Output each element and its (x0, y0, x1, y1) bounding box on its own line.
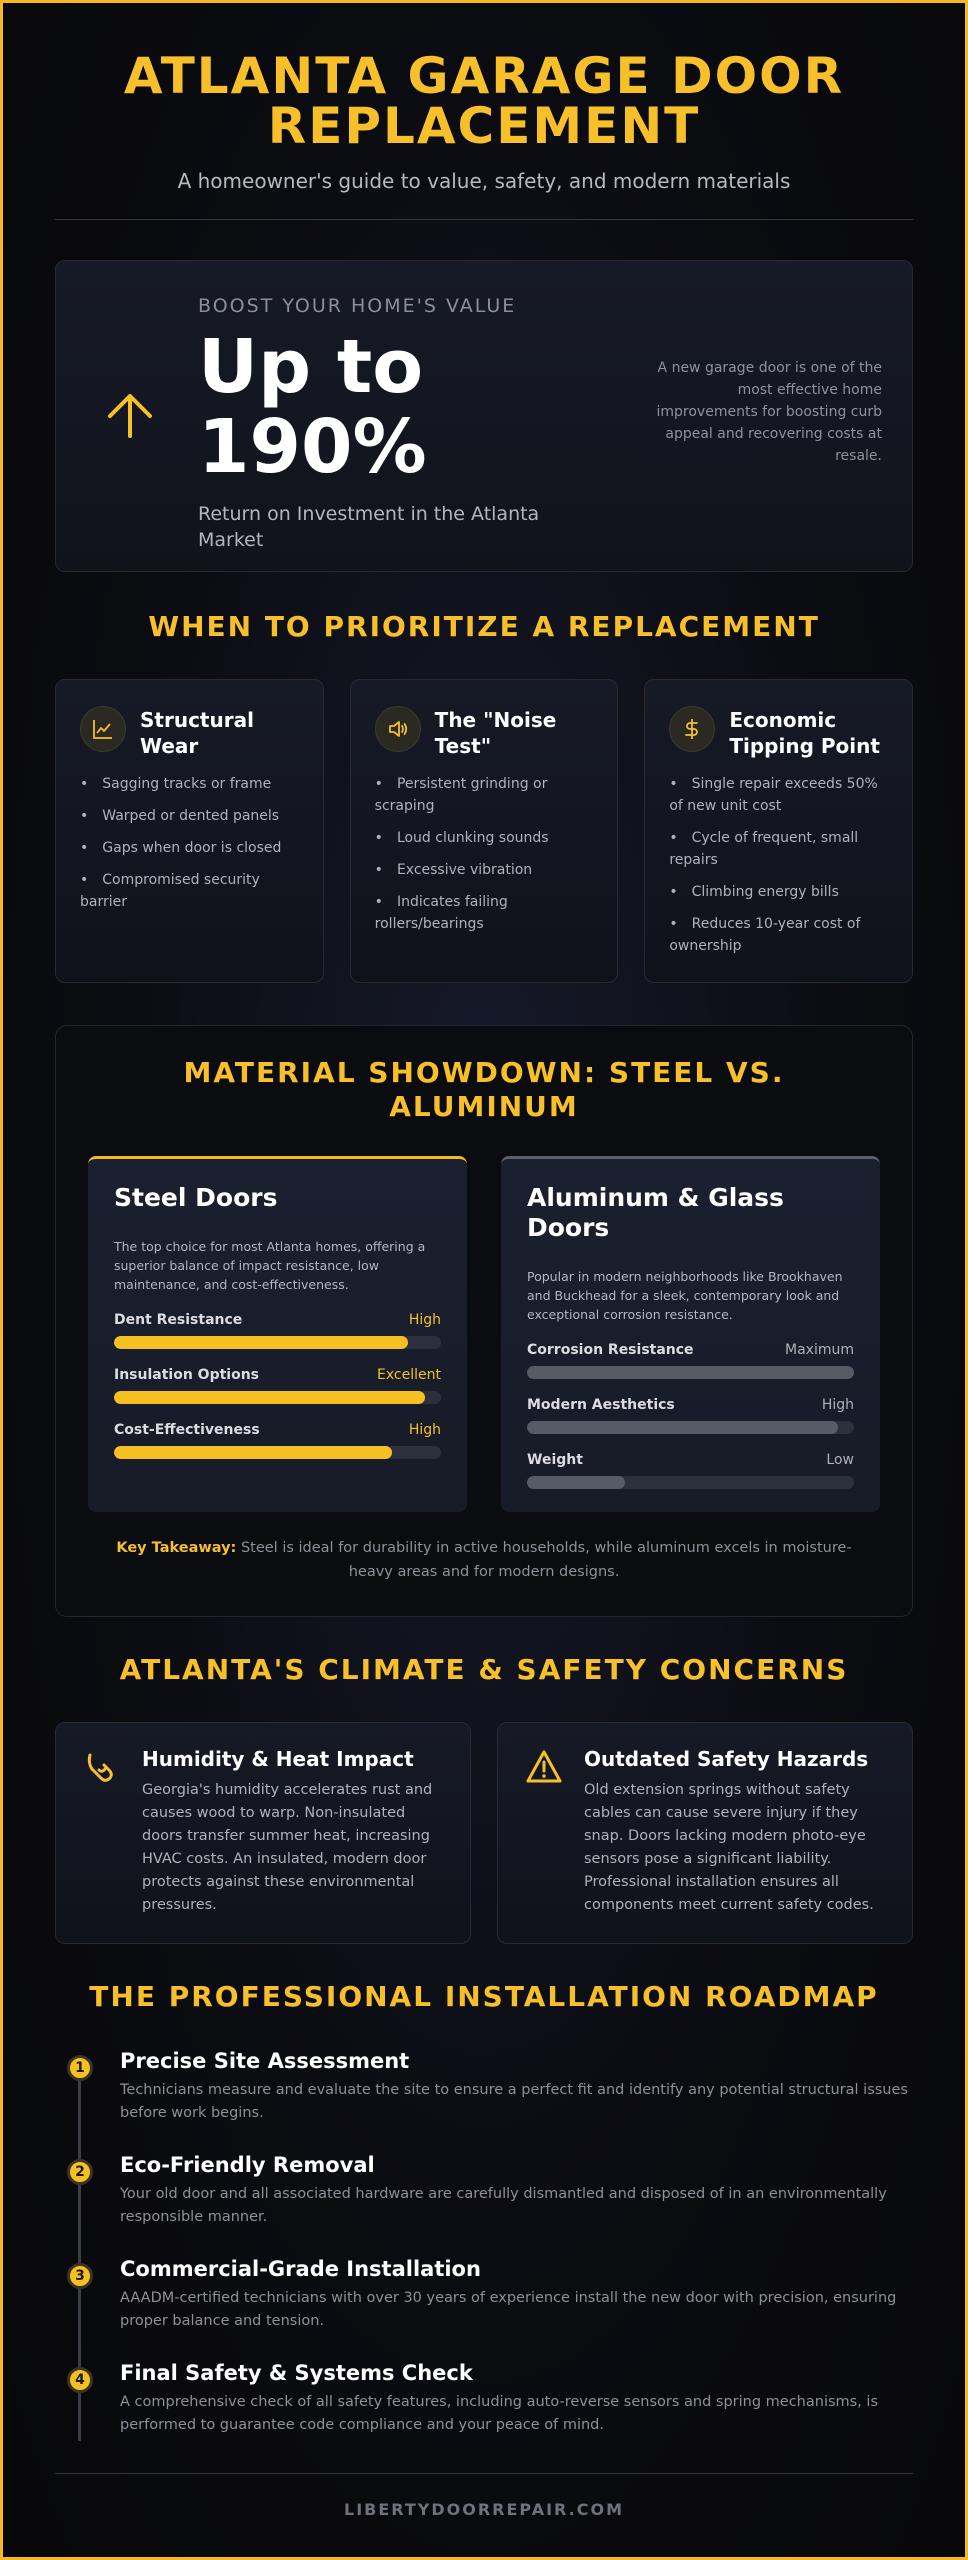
climate-card-safety (497, 1722, 913, 1944)
material-description: Popular in modern neighborhoods like Brookhaven and Buckhead for a sleek, contemporary look and exceptional corrosion resistance. (527, 1269, 843, 1322)
page-subtitle: A homeowner's guide to value, safety, and modern materials (177, 169, 791, 193)
list-item: • Warped or dented panels (80, 805, 299, 827)
step-title: Eco-Friendly Removal (120, 2153, 375, 2177)
metric-bar (527, 1366, 854, 1379)
key-takeaway (88, 1536, 880, 1584)
metric-value: Excellent (377, 1367, 441, 1383)
list-item: • Sagging tracks or frame (80, 773, 299, 795)
metric-row (114, 1367, 441, 1404)
list-item: • Loud clunking sounds (375, 827, 594, 849)
metric-value: High (408, 1422, 441, 1438)
step-title: Commercial-Grade Installation (120, 2257, 481, 2281)
step-text: Your old door and all associated hardware are carefully dismantled and disposed of in an environmentally responsible manner. (120, 2186, 887, 2225)
list-item: • Persistent grinding or scraping (375, 773, 594, 817)
metric-bar-fill (527, 1476, 625, 1489)
list-item: • Indicates failing rollers/bearings (375, 891, 594, 935)
priority-card-noise (350, 679, 619, 983)
priority-cards (55, 679, 913, 983)
climate-card-text: Old extension springs without safety cables can cause severe injury if they snap. Doors lacking modern photo-eye sensors pose a significant liability. Professional installation ensures all components meet current safety codes. (584, 1782, 874, 1913)
steel-doors-card (88, 1156, 467, 1512)
roadmap-section-title: THE PROFESSIONAL INSTALLATION ROADMAP (89, 1980, 879, 2013)
chart-line-icon (80, 706, 126, 752)
roadmap-step (75, 2049, 913, 2153)
footer-site-link[interactable]: LIBERTYDOORREPAIR.COM (344, 2500, 624, 2519)
step-text: A comprehensive check of all safety features, including auto-reverse sensors and spring mechanisms, is performed to guarantee code compliance and your peace of mind. (120, 2394, 879, 2433)
roi-hero-main (198, 295, 598, 553)
step-text: Technicians measure and evaluate the site to ensure a perfect fit and identify any potential structural issues before work begins. (120, 2082, 908, 2121)
list-item: • Cycle of frequent, small repairs (669, 827, 888, 871)
metric-row (114, 1312, 441, 1349)
roi-caption: Return on Investment in the Atlanta Market (198, 503, 540, 551)
humidity-icon (82, 1747, 122, 1787)
list-item: • Gaps when door is closed (80, 837, 299, 859)
header-divider (55, 219, 913, 220)
priority-card-structural (55, 679, 324, 983)
metric-bar-fill (527, 1366, 854, 1379)
metric-row (527, 1342, 854, 1379)
roi-figure-line1: Up to (198, 324, 424, 410)
metric-value: Low (826, 1452, 854, 1468)
roi-figure (198, 324, 598, 490)
takeaway-label: Key Takeaway: (116, 1540, 237, 1556)
step-number-badge: 2 (67, 2159, 93, 2185)
speaker-icon (375, 706, 421, 752)
list-item: • Reduces 10-year cost of ownership (669, 913, 888, 957)
metric-label: Weight (527, 1452, 583, 1468)
metric-value: High (821, 1397, 854, 1413)
metric-value: High (408, 1312, 441, 1328)
step-number-badge: 3 (67, 2263, 93, 2289)
metric-bar (114, 1391, 441, 1404)
step-number-badge: 4 (67, 2367, 93, 2393)
roi-hero-card (55, 260, 913, 572)
roadmap-step (75, 2361, 913, 2441)
aluminum-doors-card (501, 1156, 880, 1512)
metric-row (114, 1422, 441, 1459)
roi-note: A new garage door is one of the most effective home improvements for boosting curb appeal and recovering costs at resale. (656, 360, 882, 464)
priority-card-economic (644, 679, 913, 983)
metric-bar (527, 1421, 854, 1434)
arrow-up-icon (100, 386, 160, 446)
metric-label: Cost-Effectiveness (114, 1422, 260, 1438)
metric-label: Modern Aesthetics (527, 1397, 675, 1413)
page-title: ATLANTA GARAGE DOOR REPLACEMENT (123, 47, 845, 155)
list-item: • Single repair exceeds 50% of new unit cost (669, 773, 888, 817)
metric-bar (527, 1476, 854, 1489)
metric-bar-fill (114, 1391, 425, 1404)
climate-card-text: Georgia's humidity accelerates rust and causes wood to warp. Non-insulated doors transfer summer heat, increasing HVAC costs. An insulated, modern door protects against these environmental pressures. (142, 1782, 433, 1913)
metric-bar-fill (114, 1446, 392, 1459)
metric-bar (114, 1336, 441, 1349)
footer-divider (55, 2473, 913, 2474)
priority-section-title: WHEN TO PRIORITIZE A REPLACEMENT (148, 610, 820, 643)
priority-card-list (669, 773, 888, 957)
roadmap-timeline (55, 2049, 913, 2441)
priority-card-title: Structural Wear (140, 708, 254, 758)
step-title: Final Safety & Systems Check (120, 2361, 473, 2385)
priority-card-list (375, 773, 594, 935)
priority-card-title: The "Noise Test" (434, 708, 557, 758)
step-number-badge: 1 (67, 2055, 93, 2081)
metric-bar (114, 1446, 441, 1459)
metric-row (527, 1397, 854, 1434)
priority-card-title: Economic Tipping Point (729, 708, 880, 758)
metric-label: Dent Resistance (114, 1312, 243, 1328)
list-item: • Climbing energy bills (669, 881, 888, 903)
roi-kicker: BOOST YOUR HOME'S VALUE (198, 295, 517, 317)
metric-bar-fill (527, 1421, 838, 1434)
climate-card-title: Humidity & Heat Impact (142, 1747, 414, 1771)
showdown-section-title: MATERIAL SHOWDOWN: STEEL VS. ALUMINUM (183, 1056, 785, 1123)
climate-cards (55, 1722, 913, 1944)
material-title: Steel Doors (114, 1183, 278, 1212)
takeaway-text: Steel is ideal for durability in active households, while aluminum excels in moisture-heavy areas and for modern designs. (240, 1540, 852, 1580)
material-description: The top choice for most Atlanta homes, offering a superior balance of impact resistance, low maintenance, and cost-effectiveness. (114, 1239, 426, 1292)
roadmap-step (75, 2153, 913, 2257)
step-text: AAADM-certified technicians with over 30 years of experience install the new door with precision, ensuring proper balance and tension. (120, 2290, 897, 2329)
list-item: • Excessive vibration (375, 859, 594, 881)
roi-figure-line2: 190% (198, 404, 427, 490)
priority-card-list (80, 773, 299, 913)
climate-section-title: ATLANTA'S CLIMATE & SAFETY CONCERNS (119, 1653, 849, 1686)
climate-card-title: Outdated Safety Hazards (584, 1747, 869, 1771)
step-title: Precise Site Assessment (120, 2049, 410, 2073)
material-showdown-panel (55, 1025, 913, 1617)
roadmap-step (75, 2257, 913, 2361)
dollar-icon (669, 706, 715, 752)
warning-icon (524, 1747, 564, 1787)
metric-label: Corrosion Resistance (527, 1342, 694, 1358)
list-item: • Compromised security barrier (80, 869, 299, 913)
metric-bar-fill (114, 1336, 408, 1349)
climate-card-humidity (55, 1722, 471, 1944)
metric-label: Insulation Options (114, 1367, 260, 1383)
material-title: Aluminum & Glass Doors (527, 1183, 784, 1242)
metric-row (527, 1452, 854, 1489)
metric-value: Maximum (785, 1342, 854, 1358)
